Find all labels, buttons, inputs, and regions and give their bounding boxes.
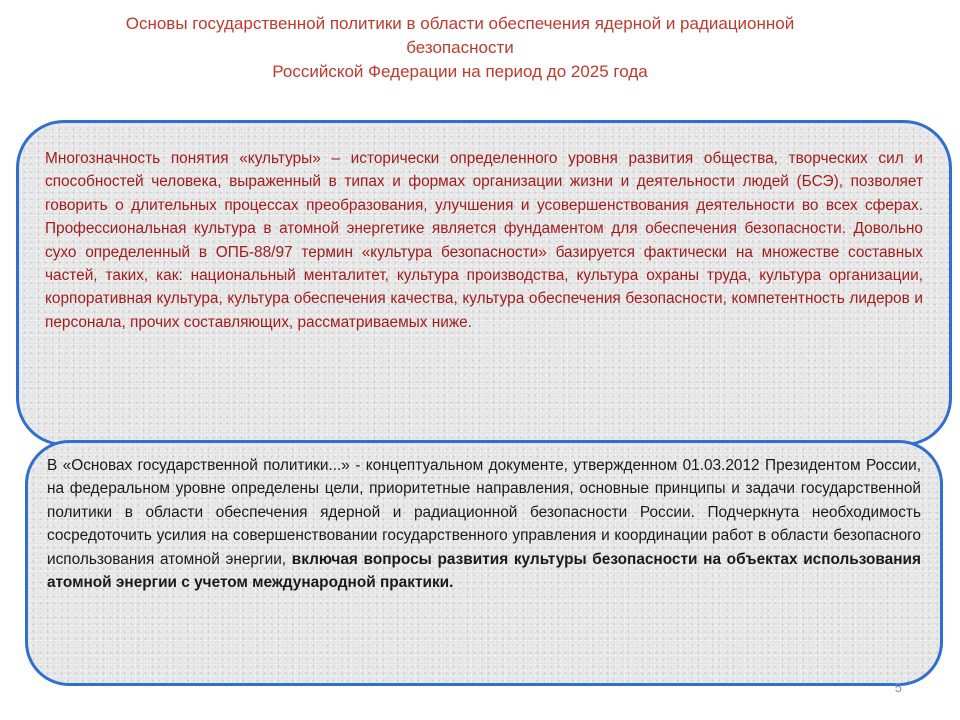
slide-title [40,12,880,84]
state-policy-text [47,454,921,594]
culture-definition-text: Многозначность понятия «культуры» – исторически определенного уровня развития общества, творческих сил и способностей человека, выраженный в типах и формах организации жизни и деятельности людей (БСЭ), позволяет говорить о длительных процессах преобразования, улучшения и усовершенствования деятельности во всех сферах. Профессиональная культура в атомной энергетике является фундаментом для обеспечения безопасности. Довольно сухо определенный в ОПБ-88/97 термин «культура безопасности» базируется фактически на множестве составных частей, таких, как: национальный менталитет, культура производства, культура охраны труда, культура организации, корпоративная культура, культура обеспечения качества, культура обеспечения безопасности, компетентность лидеров и персонала, прочих составляющих, рассматриваемых ниже. [45,150,923,331]
state-policy-text-regular: В «Основах государственной политики...» - концептуальном документе, утвержденном 01.03.2012 Президентом России, на федеральном уровне определены цели, приоритетные направления, основные принципы и задачи государственной политики в области обеспечения ядерной и радиационной безопасности России. Подчеркнута необходимость сосредоточить усилия на совершенствовании государственного управления и координации работ в области безопасного использования атомной энергии, [47,457,921,568]
title-line-1: Основы государственной политики в области обеспечения ядерной и радиационной [125,14,795,33]
page-number: 5 [894,680,902,695]
state-policy-text-bold: включая вопросы развития культуры безопасности на объектах использования атомной энергии с учетом международной практики. [47,550,921,592]
state-policy-panel [25,440,943,686]
title-line-2: безопасности [406,38,514,57]
title-line-3: Российской Федерации на период до 2025 года [272,62,648,81]
culture-definition-panel [16,120,952,446]
